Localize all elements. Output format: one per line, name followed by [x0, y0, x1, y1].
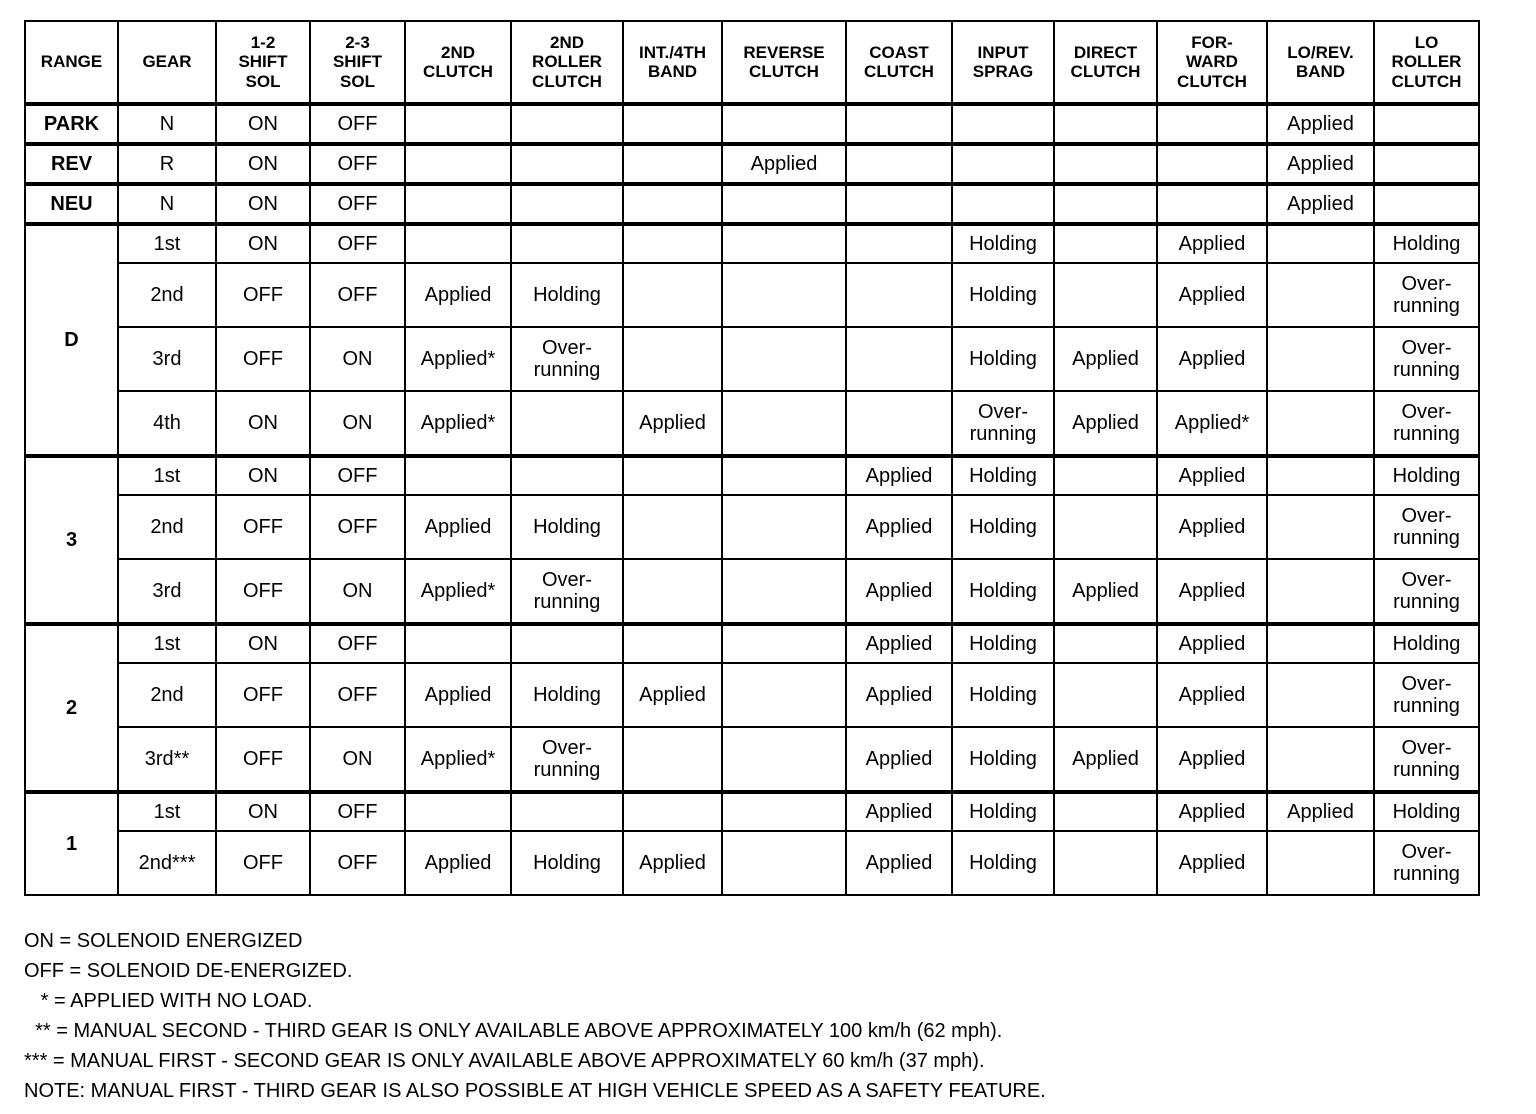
table-cell: ON [310, 327, 405, 391]
table-cell: OFF [310, 224, 405, 263]
table-cell: Over- running [952, 391, 1054, 456]
table-cell: Applied [846, 624, 952, 663]
table-cell: Applied* [405, 391, 511, 456]
table-cell: Over- running [511, 327, 623, 391]
header-range: RANGE [25, 21, 118, 104]
gear-cell: N [118, 184, 216, 224]
table-cell [1267, 624, 1374, 663]
table-cell: Applied [1267, 104, 1374, 144]
table-cell: Holding [952, 263, 1054, 327]
gear-cell: 2nd [118, 663, 216, 727]
table-row [25, 831, 1479, 895]
table-cell: Holding [952, 559, 1054, 624]
range-group [25, 184, 1479, 224]
header-2nd-clutch: 2ND CLUTCH [405, 21, 511, 104]
table-cell [405, 184, 511, 224]
table-cell [722, 184, 846, 224]
table-cell [1157, 144, 1267, 184]
table-cell [405, 624, 511, 663]
table-cell: Over- running [1374, 391, 1479, 456]
header-input-sprag: INPUT SPRAG [952, 21, 1054, 104]
table-cell: Over- running [1374, 727, 1479, 792]
gear-cell: N [118, 104, 216, 144]
table-cell [623, 792, 722, 831]
table-cell [405, 144, 511, 184]
table-cell: Applied [1157, 831, 1267, 895]
table-cell: Applied [623, 831, 722, 895]
table-cell [1374, 104, 1479, 144]
table-row [25, 263, 1479, 327]
gear-cell: 1st [118, 224, 216, 263]
table-row [25, 184, 1479, 224]
table-cell [1157, 104, 1267, 144]
table-cell: Applied [405, 263, 511, 327]
table-cell: Holding [952, 831, 1054, 895]
table-cell: ON [216, 391, 310, 456]
table-cell: ON [216, 224, 310, 263]
table-cell: OFF [216, 263, 310, 327]
table-cell: Holding [952, 327, 1054, 391]
table-cell: Holding [952, 663, 1054, 727]
table-cell [623, 456, 722, 495]
table-cell: ON [310, 559, 405, 624]
table-cell [1374, 184, 1479, 224]
table-cell [623, 624, 722, 663]
table-cell: Holding [511, 495, 623, 559]
table-cell: OFF [310, 831, 405, 895]
table-cell [1374, 144, 1479, 184]
table-cell: Holding [952, 495, 1054, 559]
header-lo-rev-band: LO/REV. BAND [1267, 21, 1374, 104]
table-cell [1267, 224, 1374, 263]
table-cell [1054, 224, 1157, 263]
table-cell: Applied* [405, 727, 511, 792]
table-cell: Holding [1374, 456, 1479, 495]
table-cell: Applied [846, 831, 952, 895]
table-cell: OFF [310, 792, 405, 831]
range-cell: 2 [25, 624, 118, 792]
table-cell: OFF [310, 184, 405, 224]
table-cell [722, 391, 846, 456]
table-cell [1054, 792, 1157, 831]
table-row [25, 727, 1479, 792]
table-cell [722, 495, 846, 559]
component-application-table [24, 20, 1480, 896]
table-cell [846, 184, 952, 224]
table-cell [1267, 263, 1374, 327]
table-cell [1054, 831, 1157, 895]
table-cell [623, 559, 722, 624]
table-cell [952, 144, 1054, 184]
table-cell: OFF [216, 831, 310, 895]
table-cell: Applied [846, 559, 952, 624]
table-row [25, 624, 1479, 663]
range-cell: REV [25, 144, 118, 184]
table-cell: Applied [1157, 495, 1267, 559]
table-cell [623, 327, 722, 391]
table-cell: OFF [310, 144, 405, 184]
gear-cell: 3rd [118, 559, 216, 624]
range-cell: D [25, 224, 118, 456]
table-cell: Applied [722, 144, 846, 184]
table-cell: OFF [216, 327, 310, 391]
table-cell [511, 456, 623, 495]
table-cell [623, 495, 722, 559]
range-group [25, 144, 1479, 184]
range-group [25, 104, 1479, 144]
table-cell [1267, 327, 1374, 391]
table-cell: Applied [405, 663, 511, 727]
table-cell [623, 263, 722, 327]
table-cell: Applied [1157, 224, 1267, 263]
table-cell: Over- running [511, 727, 623, 792]
range-group [25, 456, 1479, 624]
table-cell [1054, 104, 1157, 144]
table-cell: Holding [1374, 224, 1479, 263]
gear-cell: 2nd [118, 495, 216, 559]
table-cell [623, 727, 722, 792]
table-cell [846, 263, 952, 327]
table-cell [1054, 663, 1157, 727]
table-cell: Applied [1157, 727, 1267, 792]
table-cell: Holding [511, 663, 623, 727]
table-cell [1054, 495, 1157, 559]
table-row [25, 327, 1479, 391]
gear-cell: 3rd** [118, 727, 216, 792]
table-cell [511, 391, 623, 456]
table-cell: ON [216, 184, 310, 224]
table-row [25, 104, 1479, 144]
table-cell: Applied [1054, 559, 1157, 624]
table-cell: Over- running [1374, 559, 1479, 624]
table-cell [722, 224, 846, 263]
gear-cell: 1st [118, 792, 216, 831]
legend-line: ** = MANUAL SECOND - THIRD GEAR IS ONLY AVAILABLE ABOVE APPROXIMATELY 100 km/h (62 mph). [24, 1020, 1003, 1042]
table-cell [722, 104, 846, 144]
table-cell [1054, 624, 1157, 663]
table-cell: Applied [1267, 184, 1374, 224]
range-cell: 3 [25, 456, 118, 624]
table-cell [405, 456, 511, 495]
range-cell: PARK [25, 104, 118, 144]
table-cell [1054, 263, 1157, 327]
table-row [25, 144, 1479, 184]
header-forward-clutch: FOR- WARD CLUTCH [1157, 21, 1267, 104]
table-cell: Applied [1054, 327, 1157, 391]
table-cell: OFF [310, 104, 405, 144]
range-group [25, 792, 1479, 895]
table-cell [1267, 456, 1374, 495]
table-cell: Over- running [1374, 831, 1479, 895]
table-cell [1054, 144, 1157, 184]
table-cell: ON [216, 792, 310, 831]
gear-cell: 1st [118, 624, 216, 663]
range-cell: NEU [25, 184, 118, 224]
table-cell: OFF [216, 727, 310, 792]
table-cell [846, 391, 952, 456]
table-cell [405, 104, 511, 144]
table-cell [846, 104, 952, 144]
table-cell [1267, 495, 1374, 559]
table-cell [722, 792, 846, 831]
header-gear: GEAR [118, 21, 216, 104]
table-cell: Over- running [511, 559, 623, 624]
table-cell: Applied [1157, 456, 1267, 495]
table-cell [1267, 727, 1374, 792]
table-cell [623, 104, 722, 144]
header-lo-roller-clutch: LO ROLLER CLUTCH [1374, 21, 1479, 104]
table-cell: Applied [405, 495, 511, 559]
table-cell [722, 624, 846, 663]
table-cell: Applied [1267, 144, 1374, 184]
table-cell [722, 663, 846, 727]
header-coast-clutch: COAST CLUTCH [846, 21, 952, 104]
table-row [25, 456, 1479, 495]
gear-cell: 3rd [118, 327, 216, 391]
table-cell: Applied [846, 727, 952, 792]
legend-line: ON = SOLENOID ENERGIZED [24, 930, 303, 952]
table-cell: Applied [1157, 792, 1267, 831]
table-cell: OFF [216, 495, 310, 559]
table-cell: Over- running [1374, 327, 1479, 391]
table-cell [722, 559, 846, 624]
gear-cell: 4th [118, 391, 216, 456]
header-2nd-roller-clutch: 2ND ROLLER CLUTCH [511, 21, 623, 104]
table-cell: Holding [1374, 624, 1479, 663]
table-cell: Holding [952, 224, 1054, 263]
table-cell: Holding [952, 624, 1054, 663]
table-cell [405, 792, 511, 831]
table-cell: ON [216, 104, 310, 144]
table-cell: Applied* [405, 327, 511, 391]
table-cell: Applied [846, 792, 952, 831]
table-cell: Holding [511, 263, 623, 327]
table-cell: OFF [310, 495, 405, 559]
legend-line: NOTE: MANUAL FIRST - THIRD GEAR IS ALSO POSSIBLE AT HIGH VEHICLE SPEED AS A SAFETY FEATURE. [24, 1080, 1046, 1102]
table-cell [846, 224, 952, 263]
table-cell: Applied [846, 663, 952, 727]
table-cell [952, 104, 1054, 144]
table-cell: OFF [310, 663, 405, 727]
legend [24, 926, 1514, 1106]
table-cell: ON [216, 624, 310, 663]
table-cell: Holding [511, 831, 623, 895]
table-cell: Applied [1157, 624, 1267, 663]
table-cell [952, 184, 1054, 224]
table-cell [1267, 831, 1374, 895]
table-cell: OFF [310, 263, 405, 327]
table-cell: ON [216, 144, 310, 184]
table-cell: Holding [952, 456, 1054, 495]
table-cell [511, 104, 623, 144]
gear-cell: 1st [118, 456, 216, 495]
table-cell: Applied [1054, 391, 1157, 456]
legend-line: * = APPLIED WITH NO LOAD. [24, 990, 313, 1012]
table-cell [623, 184, 722, 224]
table-cell: ON [216, 456, 310, 495]
table-cell: Applied [1157, 559, 1267, 624]
table-cell: OFF [216, 559, 310, 624]
table-cell [722, 727, 846, 792]
table-row [25, 559, 1479, 624]
table-cell [511, 792, 623, 831]
gear-cell: 2nd*** [118, 831, 216, 895]
table-row [25, 792, 1479, 831]
table-cell [623, 224, 722, 263]
table-cell: Applied* [405, 559, 511, 624]
table-cell: Applied [405, 831, 511, 895]
gear-cell: 2nd [118, 263, 216, 327]
table-cell [511, 144, 623, 184]
table-cell [623, 144, 722, 184]
table-cell [1267, 663, 1374, 727]
header-1-2-shift-sol: 1-2 SHIFT SOL [216, 21, 310, 104]
gear-cell: R [118, 144, 216, 184]
header-direct-clutch: DIRECT CLUTCH [1054, 21, 1157, 104]
table-cell: Applied [1157, 663, 1267, 727]
table-cell: Holding [1374, 792, 1479, 831]
table-cell: Applied [1157, 327, 1267, 391]
table-cell [722, 831, 846, 895]
table-cell [1054, 456, 1157, 495]
header-row [25, 21, 1479, 104]
table-row [25, 391, 1479, 456]
table-cell [1157, 184, 1267, 224]
table-cell [1267, 391, 1374, 456]
table-cell: Applied [846, 495, 952, 559]
table-cell: OFF [216, 663, 310, 727]
table-cell [405, 224, 511, 263]
table-row [25, 224, 1479, 263]
table-cell [511, 624, 623, 663]
header-int-4th-band: INT./4TH BAND [623, 21, 722, 104]
table-cell: Over- running [1374, 495, 1479, 559]
range-cell: 1 [25, 792, 118, 895]
table-cell: OFF [310, 456, 405, 495]
table-cell: Applied [846, 456, 952, 495]
table-cell: Over- running [1374, 663, 1479, 727]
table-cell: Holding [952, 792, 1054, 831]
table-cell [511, 224, 623, 263]
table-cell [1267, 559, 1374, 624]
header-2-3-shift-sol: 2-3 SHIFT SOL [310, 21, 405, 104]
range-group [25, 224, 1479, 456]
table-cell [511, 184, 623, 224]
table-cell: Applied [1267, 792, 1374, 831]
table-cell: Applied [1054, 727, 1157, 792]
legend-line: OFF = SOLENOID DE-ENERGIZED. [24, 960, 353, 982]
legend-line: *** = MANUAL FIRST - SECOND GEAR IS ONLY AVAILABLE ABOVE APPROXIMATELY 60 km/h (37 mph). [24, 1050, 985, 1072]
range-group [25, 624, 1479, 792]
table-row [25, 663, 1479, 727]
table-cell: Applied [1157, 263, 1267, 327]
table-cell: Applied [623, 663, 722, 727]
table-cell: ON [310, 727, 405, 792]
table-cell: OFF [310, 624, 405, 663]
table-cell: Applied [623, 391, 722, 456]
table-cell [1054, 184, 1157, 224]
table-cell: Holding [952, 727, 1054, 792]
table-cell [722, 263, 846, 327]
table-cell: Applied* [1157, 391, 1267, 456]
table-row [25, 495, 1479, 559]
table-cell [846, 327, 952, 391]
table-cell [722, 327, 846, 391]
table-cell: Over- running [1374, 263, 1479, 327]
table-cell: ON [310, 391, 405, 456]
table-cell [722, 456, 846, 495]
table-cell [846, 144, 952, 184]
header-reverse-clutch: REVERSE CLUTCH [722, 21, 846, 104]
